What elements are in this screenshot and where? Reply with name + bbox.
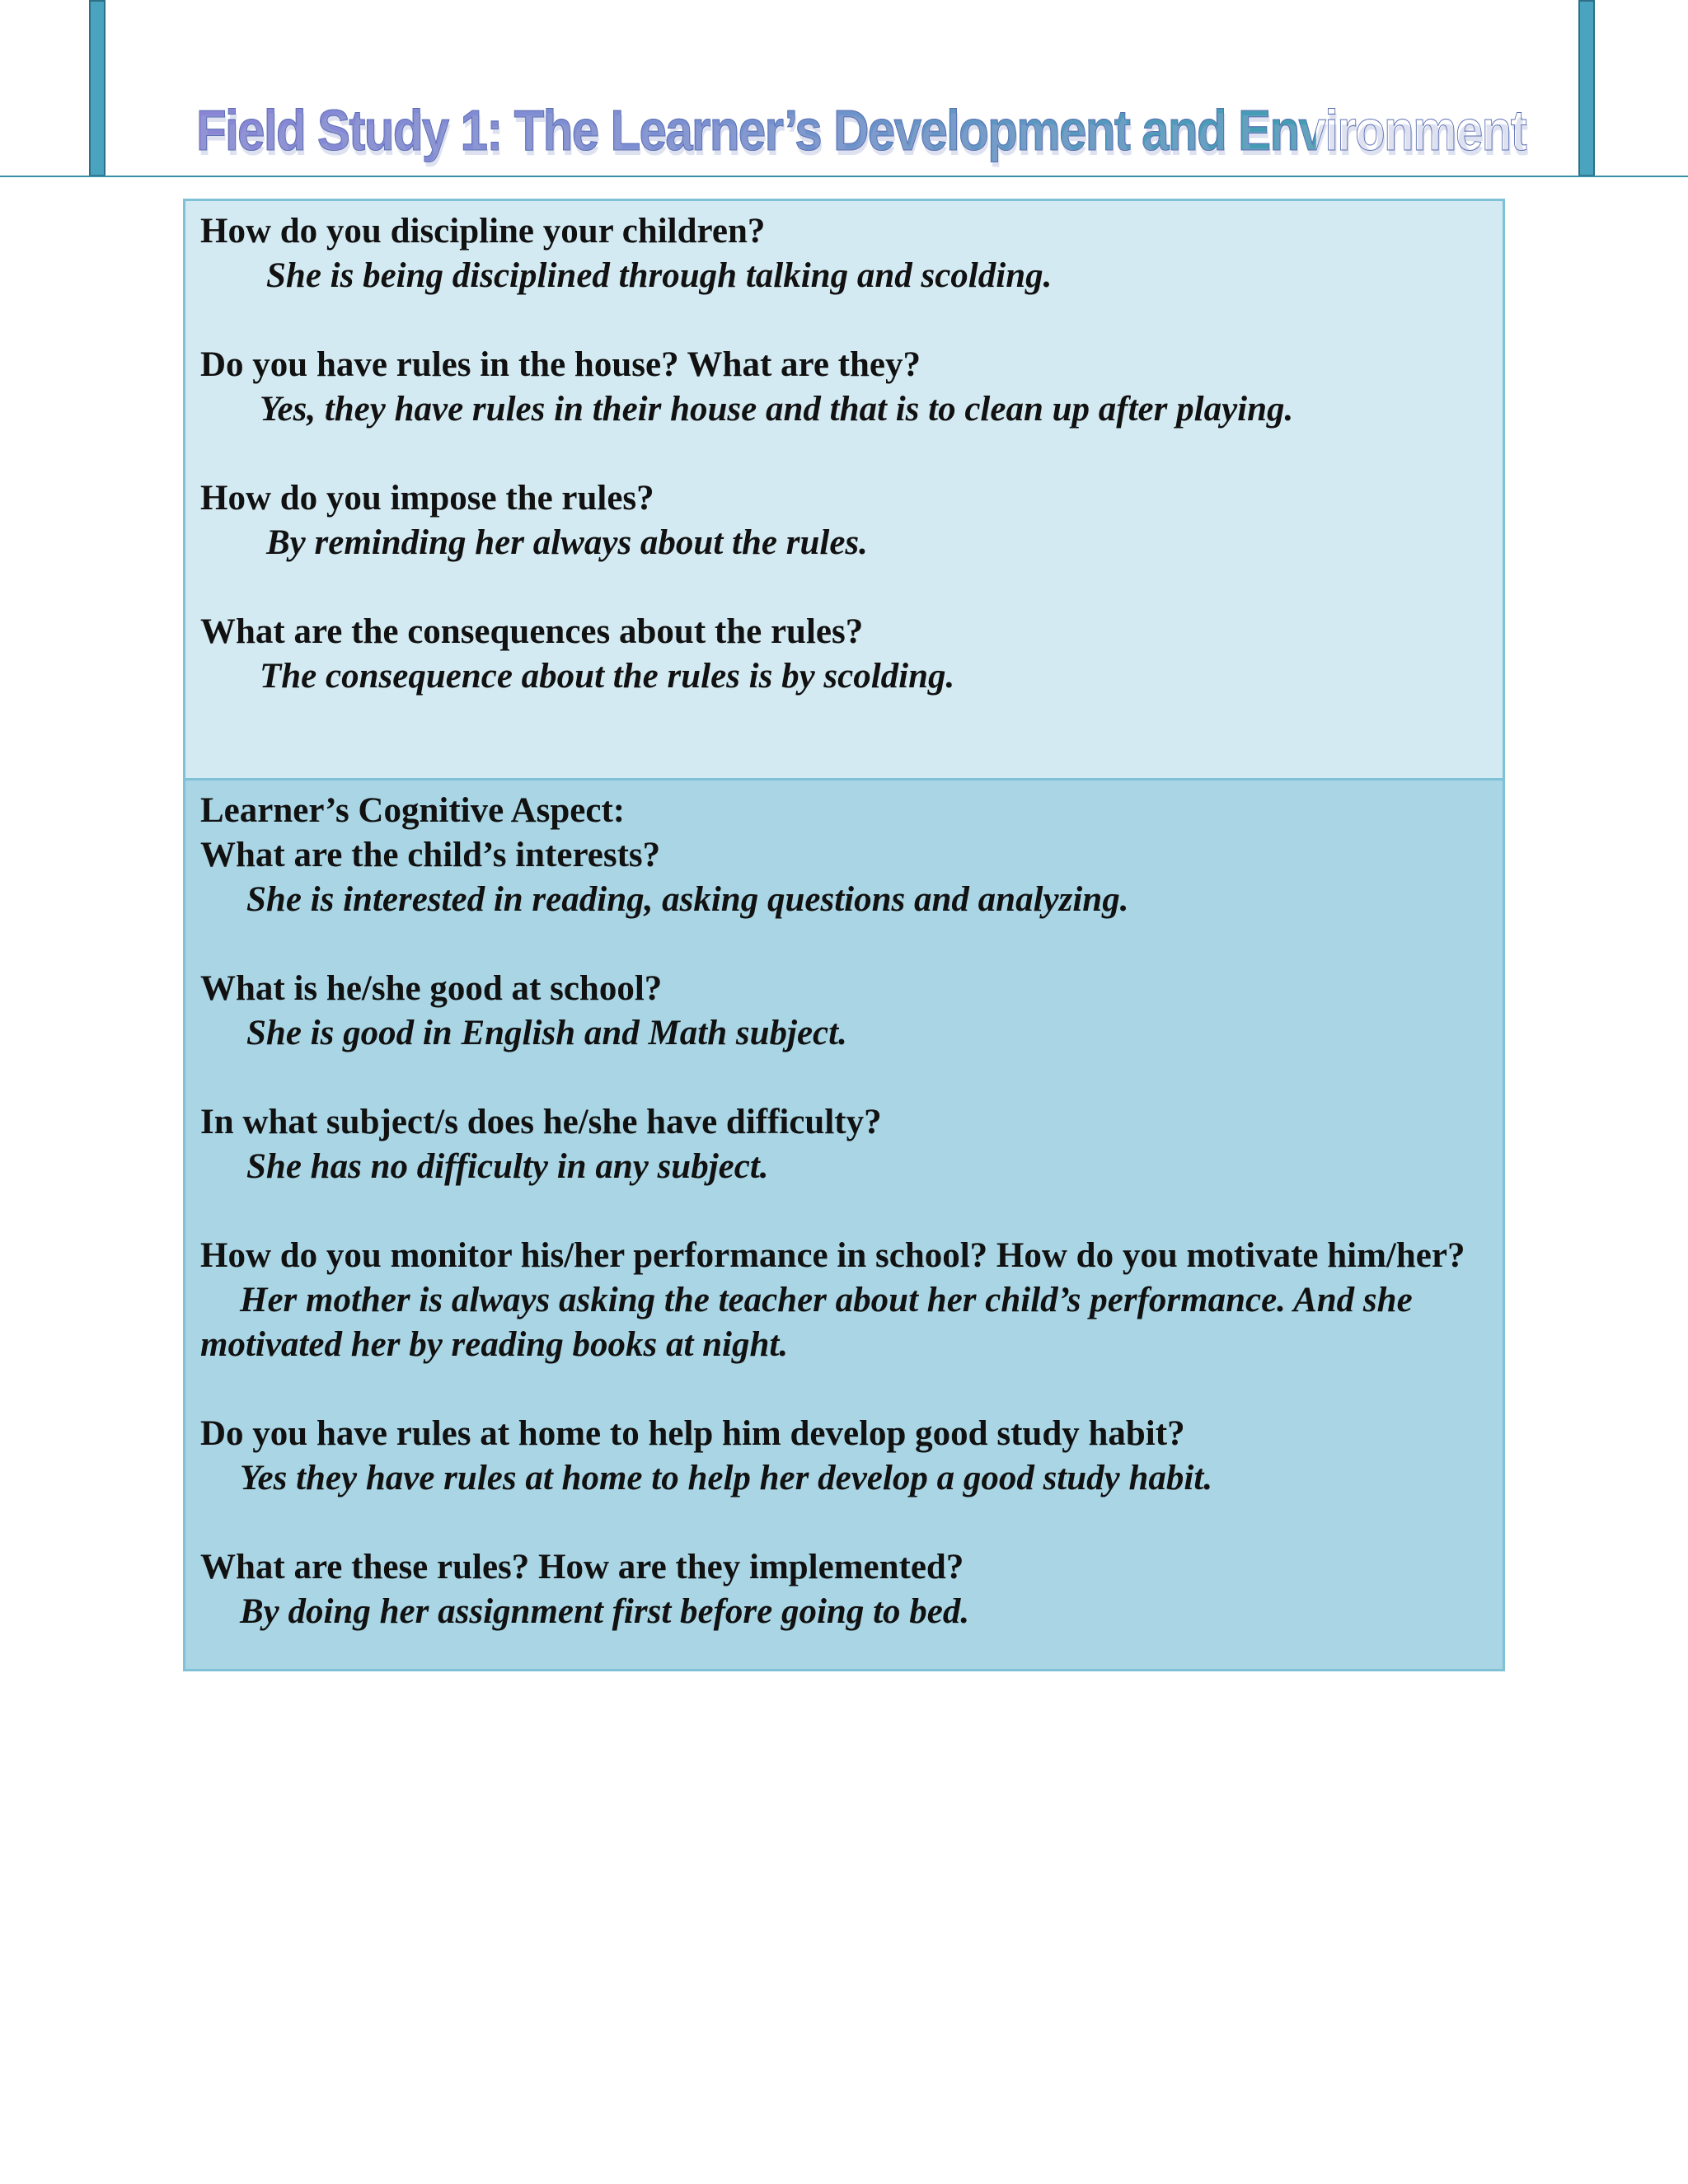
qa-item xyxy=(200,1412,1488,1501)
qa-item xyxy=(200,476,1488,565)
page-title: Field Study 1: The Learner’s Development and Environment xyxy=(196,98,1526,162)
qa-item xyxy=(200,967,1488,1056)
qa-item xyxy=(200,610,1488,699)
answer-text: She is good in English and Math subject. xyxy=(246,1014,847,1052)
section-label: Learner’s Cognitive Aspect: xyxy=(200,791,626,830)
question-text: Do you have rules at home to help him develop good study habit? xyxy=(200,1414,1185,1453)
question-text: What are the child’s interests? xyxy=(200,836,661,874)
answer-text: She has no difficulty in any subject. xyxy=(246,1147,769,1186)
cognitive-aspect-section xyxy=(183,778,1505,1671)
question-text: Do you have rules in the house? What are they? xyxy=(200,345,921,384)
answer-text: Yes they have rules at home to help her develop a good study habit. xyxy=(240,1459,1213,1497)
qa-item xyxy=(200,833,1488,922)
answer-text: She is interested in reading, asking questions and analyzing. xyxy=(246,880,1129,919)
answer-text: Yes, they have rules in their house and that is to clean up after playing. xyxy=(260,390,1294,429)
qa-item xyxy=(200,1100,1488,1189)
qa-item xyxy=(200,343,1488,432)
qa-item xyxy=(200,209,1488,298)
qa-item xyxy=(200,1545,1488,1634)
question-text: What are these rules? How are they implemented? xyxy=(200,1548,964,1586)
answer-text: She is being disciplined through talking and scolding. xyxy=(266,256,1053,295)
header-right-bar xyxy=(1578,0,1595,176)
question-text: In what subject/s does he/she have difficulty? xyxy=(200,1103,882,1141)
question-text: How do you discipline your children? xyxy=(200,212,766,251)
qa-item xyxy=(200,1234,1488,1367)
answer-text: Her mother is always asking the teacher about her child’s performance. And she motivated her by reading books at night. xyxy=(200,1281,1413,1364)
header-left-bar xyxy=(89,0,106,176)
header-rule xyxy=(0,176,1688,177)
question-text: How do you impose the rules? xyxy=(200,479,654,518)
question-text: What are the consequences about the rules? xyxy=(200,612,864,651)
answer-text: The consequence about the rules is by scolding. xyxy=(260,657,955,696)
question-text: How do you monitor his/her performance in school? How do you motivate him/her? xyxy=(200,1236,1465,1275)
answer-text: By doing her assignment first before going to bed. xyxy=(240,1592,970,1631)
answer-text: By reminding her always about the rules. xyxy=(266,523,868,562)
question-text: What is he/she good at school? xyxy=(200,969,663,1008)
discipline-section xyxy=(183,199,1505,780)
